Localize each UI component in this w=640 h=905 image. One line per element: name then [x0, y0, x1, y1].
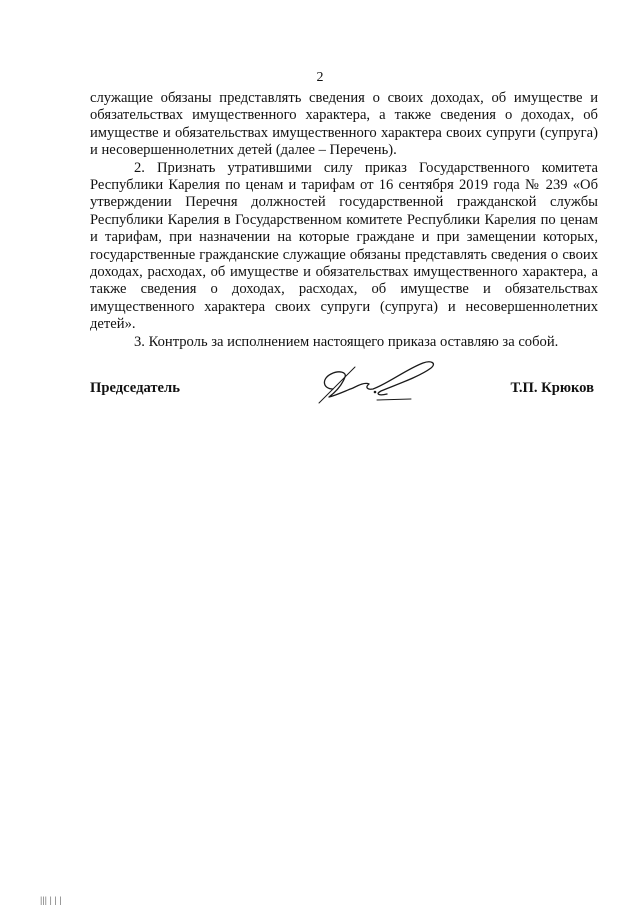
document-body	[90, 90, 598, 351]
paragraph-item-3: 3. Контроль за исполнением настоящего приказа оставляю за собой.	[134, 333, 559, 350]
scan-footer-marks: ||| | | |	[40, 895, 62, 905]
paragraph-continuation: служащие обязаны представлять сведения о своих доходах, об имуществе и обязательствах имущественного характера, а также сведения о доходах, об имуществе и обязательствах имущественного характера своих супруги (супруга) и несовершеннолетних детей (далее – Перечень).	[90, 90, 598, 159]
paragraph-item-2: 2. Признать утратившими силу приказ Государственного комитета Республики Карелия по ценам и тарифам от 16 сентября 2019 года № 239 «Об утверждении Перечня должностей государственной гражданской службы Республики Карелия в Государственном комитете Республики Карелия по ценам и тарифам, при назначении на которые граждане и при замещении которых, государственные гражданские служащие обязаны представлять сведения о своих доходах, расходах, об имуществе и обязательствах имущественного характера, а также сведения о доходах, расходах, об имуществе и обязательствах имущественного характера своих супруги (супруга) и несовершеннолетних детей».	[90, 159, 598, 333]
handwritten-signature	[315, 355, 445, 410]
page-number: 2	[316, 70, 324, 85]
signature-block	[90, 380, 598, 410]
signer-title: Председатель	[90, 380, 180, 396]
signer-name: Т.П. Крюков	[510, 380, 594, 396]
